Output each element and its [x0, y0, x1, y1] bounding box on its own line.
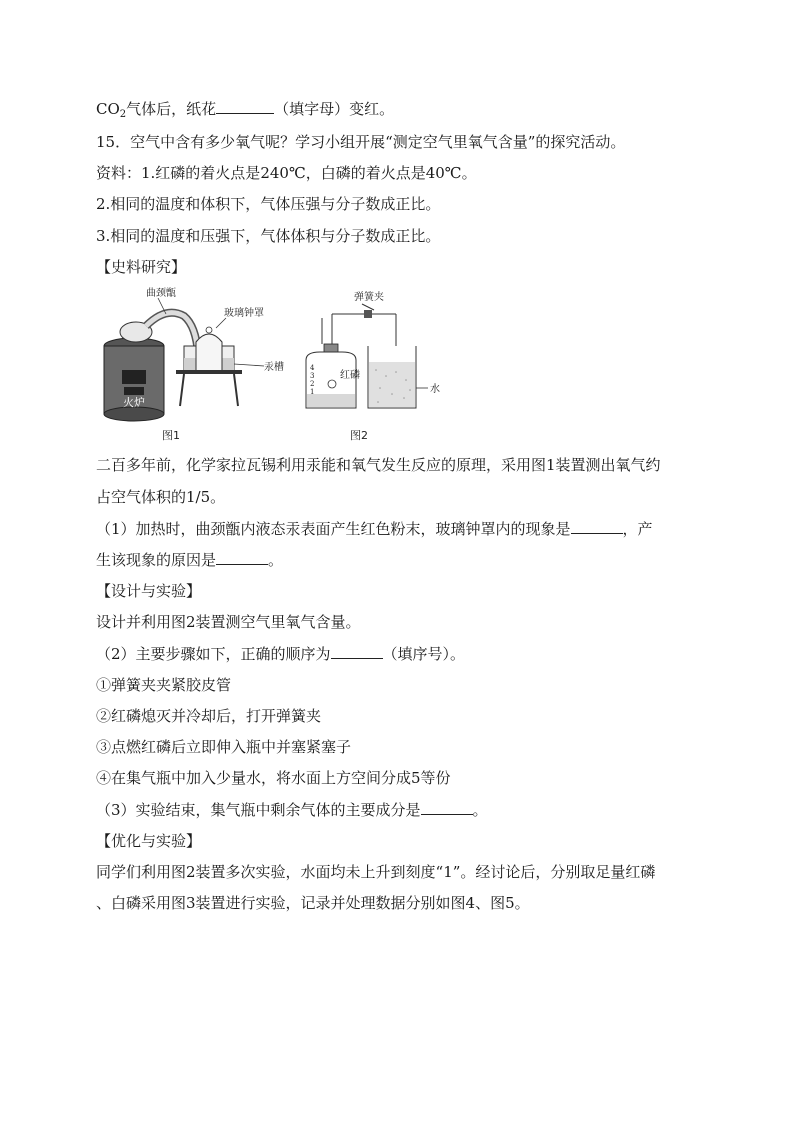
- question-1-line-1: （1）加热时，曲颈甑内液态汞表面产生红色粉末，玻璃钟罩内的现象是 ，产: [96, 520, 653, 538]
- figure-2-apparatus: [306, 290, 440, 442]
- step-3: ③点燃红磷后立即伸入瓶中并塞紧塞子: [96, 738, 352, 756]
- section-design-heading: 【设计与实验】: [96, 582, 202, 600]
- optimize-paragraph-2: 、白磷采用图3装置进行实验，记录并处理数据分别如图4、图5。: [96, 894, 530, 912]
- answer-blank[interactable]: [571, 519, 623, 534]
- trough-label: 汞槽: [264, 362, 284, 373]
- question-15-stem: 15．空气中含有多少氧气呢？学习小组开展“测定空气里氧气含量”的探究活动。: [96, 133, 626, 151]
- question-3: （3）实验结束，集气瓶中剩余气体的主要成分是 。: [96, 801, 488, 819]
- design-intro: 设计并利用图2装置测空气里氧气含量。: [96, 613, 361, 631]
- reference-1: 资料：1.红磷的着火点是240℃，白磷的着火点是40℃。: [96, 164, 477, 182]
- clamp-label: 弹簧夹: [354, 292, 384, 303]
- svg-text:4: 4: [310, 364, 315, 372]
- figure-2-caption: 图2: [350, 429, 368, 442]
- svg-text:3: 3: [310, 372, 315, 380]
- question-1-line-2: 生该现象的原因是 。: [96, 551, 284, 569]
- optimize-paragraph-1: 同学们利用图2装置多次实验，水面均未上升到刻度“1”。经讨论后，分别取足量红磷: [96, 863, 656, 881]
- figure-1-apparatus: [104, 286, 284, 442]
- section-optimize-heading: 【优化与实验】: [96, 832, 202, 850]
- figure-1-caption: 图1: [162, 429, 180, 442]
- red-phosphorus-label: 红磷: [340, 370, 360, 381]
- co2-formula: CO: [96, 100, 120, 118]
- answer-blank[interactable]: [216, 550, 268, 565]
- answer-blank[interactable]: [421, 800, 473, 815]
- apparatus-figures: [96, 284, 456, 444]
- answer-blank[interactable]: [216, 99, 274, 114]
- step-2: ②红磷熄灭并冷却后，打开弹簧夹: [96, 707, 322, 725]
- reference-2: 2.相同的温度和体积下，气体压强与分子数成正比。: [96, 195, 441, 213]
- water-label: 水: [430, 384, 440, 395]
- answer-blank[interactable]: [331, 644, 383, 659]
- svg-text:1: 1: [310, 388, 315, 396]
- history-paragraph-1: 二百多年前，化学家拉瓦锡利用汞能和氧气发生反应的原理，采用图1装置测出氧气约: [96, 456, 661, 474]
- co2-subscript: 2: [119, 109, 127, 120]
- question-2: （2）主要步骤如下，正确的顺序为 （填序号）。: [96, 645, 466, 663]
- step-4: ④在集气瓶中加入少量水，将水面上方空间分成5等份: [96, 769, 451, 787]
- step-1: ①弹簧夹夹紧胶皮管: [96, 676, 232, 694]
- history-paragraph-2: 占空气体积的1/5。: [96, 488, 226, 506]
- svg-text:2: 2: [310, 380, 315, 388]
- bell-jar-label: 玻璃钟罩: [224, 308, 264, 319]
- section-history-heading: 【史料研究】: [96, 258, 187, 276]
- question-14-tail: $CO_2$气体后，纸花 （填字母）变红。: [96, 100, 395, 120]
- furnace-label: 火炉: [123, 396, 145, 409]
- reference-3: 3.相同的温度和压强下，气体体积与分子数成正比。: [96, 227, 441, 245]
- retort-label: 曲颈甑: [146, 288, 176, 299]
